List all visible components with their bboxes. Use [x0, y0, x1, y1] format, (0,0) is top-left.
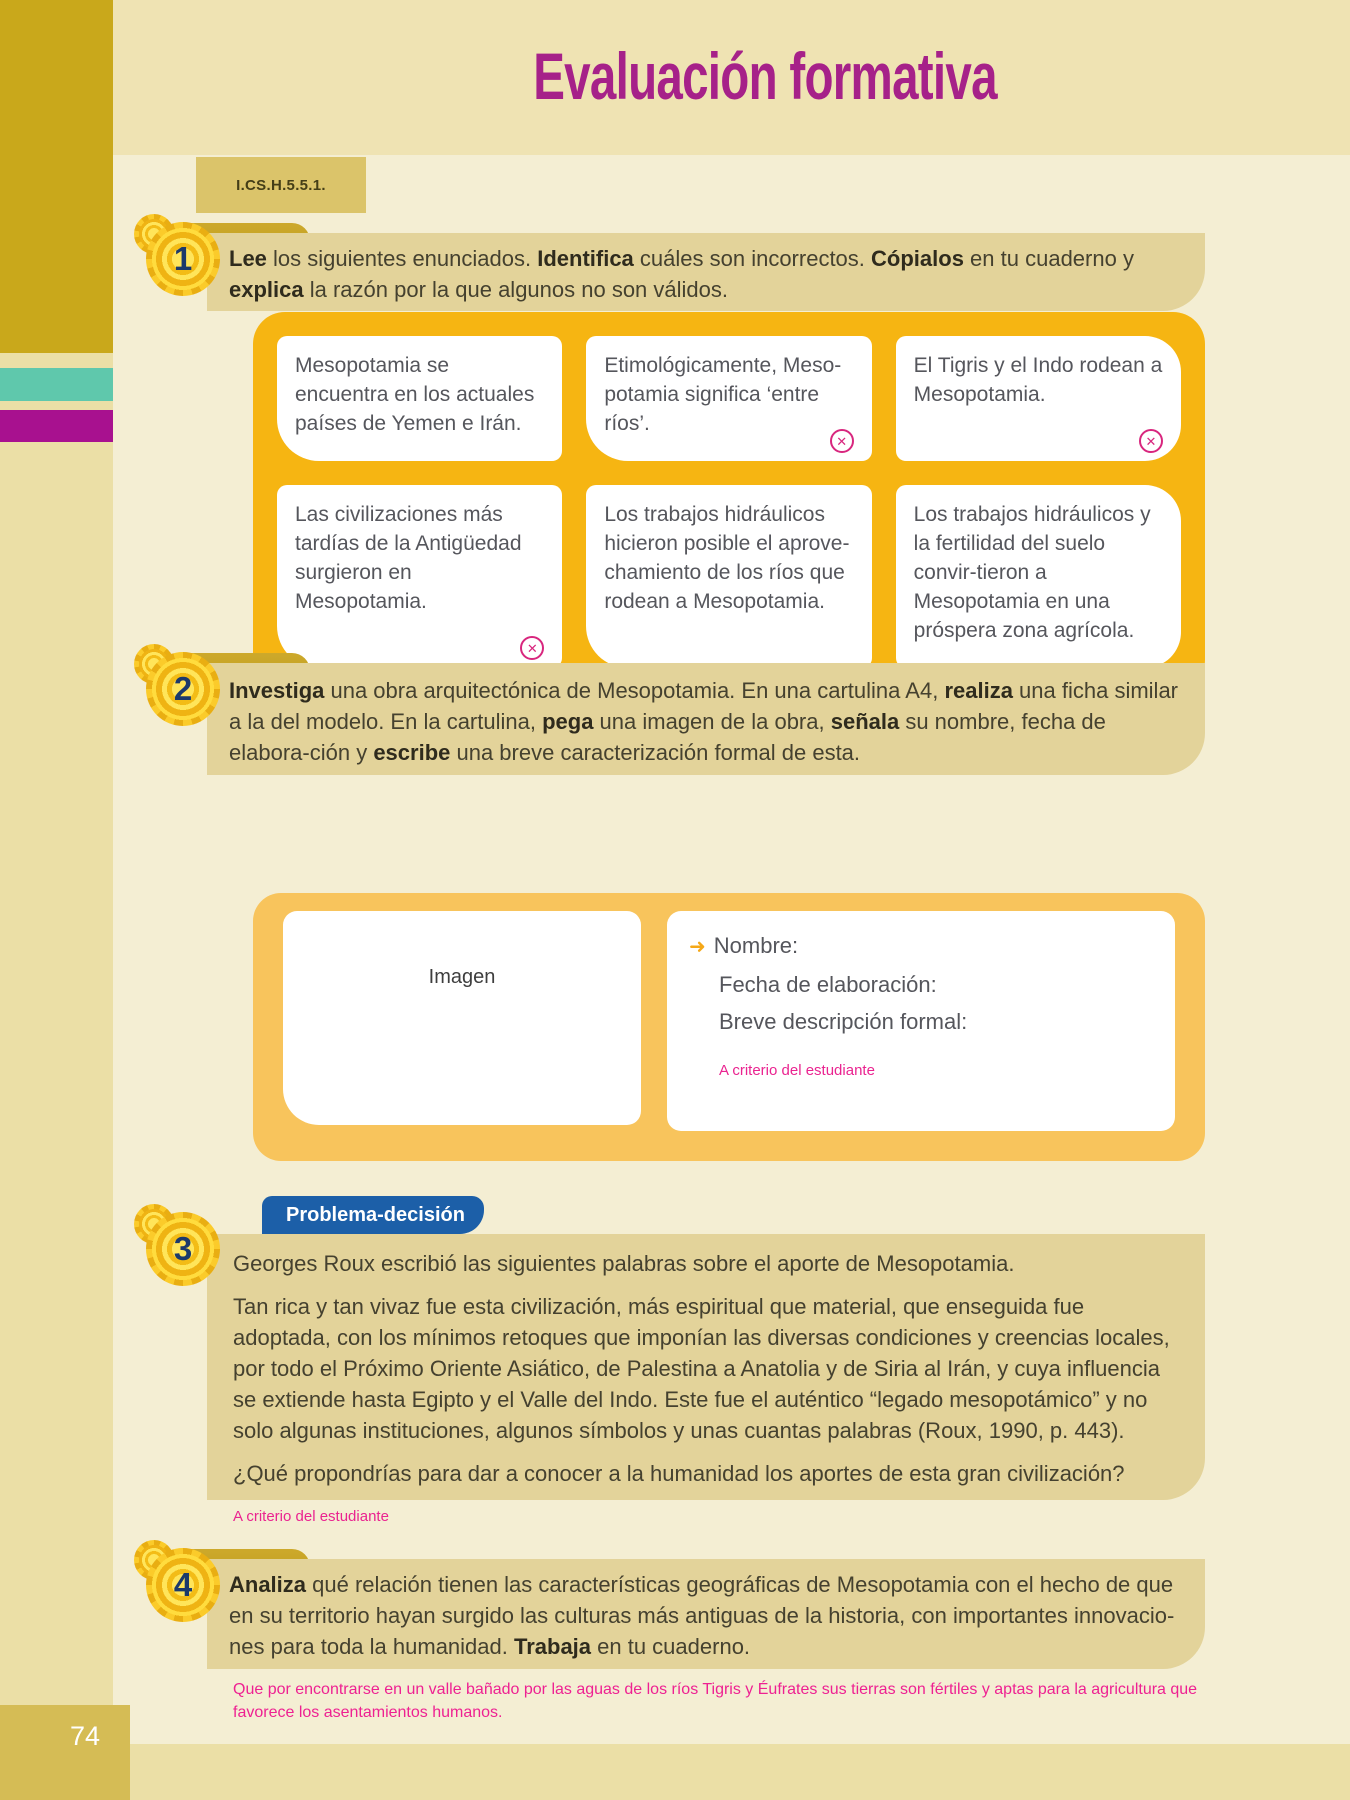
image-placeholder: [283, 911, 641, 1125]
page-number: 74: [0, 1705, 130, 1800]
instruction-verb: Trabaja: [513, 1634, 592, 1659]
student-answer-note: A criterio del estudiante: [233, 1508, 389, 1525]
activity-number: 3: [173, 1230, 193, 1267]
statement-cards-panel: [253, 312, 1205, 692]
field-row: [689, 927, 1153, 966]
field-label: Fecha de elaboración:: [719, 972, 937, 997]
activity-2-number-badge: [146, 652, 220, 726]
instruction-verb: Investiga: [229, 678, 325, 703]
instruction-text: los siguientes enunciados.: [266, 246, 538, 271]
instruction-text: la razón por la que algunos no son válidos.: [303, 277, 729, 302]
incorrect-x-icon: ✕: [830, 429, 854, 453]
model-sheet-panel: [253, 893, 1205, 1161]
student-answer-text: Que por encontrarse en un valle bañado por las aguas de los ríos Tigris y Éufrates sus tierras son fértiles y aptas para la agricultura que favorece los asentamientos humanos.: [233, 1681, 1198, 1721]
field-label: Nombre:: [713, 933, 799, 958]
instruction-text: una breve caracterización formal de esta.: [450, 740, 861, 765]
statement-card: [277, 336, 562, 461]
teal-strip: [0, 368, 113, 401]
instruction-verb: explica: [229, 277, 304, 302]
quote-text: Tan rica y tan vivaz fue esta civilización, más espiritual que material, que enseguida fue adoptada, con los mínimos retoques que imponían las diversas condiciones y creencias locales, por todo el Próximo Oriente Asiático, de Palestina a Anatolia y de Siria al Irán, y cuya influencia se extiende hasta Egipto y el Valle del Indo. Este fue el auténtico “legado mesopotámico” y no solo algunas instituciones, algunos símbolos y unas cuantas palabras (Roux, 1990, p. 443).: [233, 1294, 1170, 1443]
page-title: Evaluación formativa: [533, 39, 997, 113]
instruction-text: una ficha similar a la del modelo. En la cartulina,: [229, 678, 1179, 734]
instruction-text: en tu cuaderno.: [591, 1634, 751, 1659]
instruction-verb: pega: [542, 709, 594, 734]
instruction-verb: Analiza: [229, 1572, 307, 1597]
instruction-text: cuáles son incorrectos.: [633, 246, 872, 271]
instruction-text: en tu cuaderno y: [963, 246, 1134, 271]
instruction-verb: señala: [830, 709, 900, 734]
activity-1-instruction: [207, 233, 1205, 311]
magenta-strip: [0, 410, 113, 442]
activity-3-body: [207, 1234, 1205, 1500]
activity-number: 1: [173, 240, 193, 277]
arrow-right-icon: ➜: [689, 936, 706, 958]
instruction-verb: Lee: [229, 246, 267, 271]
instruction-text: una imagen de la obra,: [593, 709, 831, 734]
field-label: Breve descripción formal:: [719, 1009, 968, 1034]
instruction-text: su nombre, fecha de elabora-ción y: [229, 709, 1106, 765]
instruction-text: qué relación tienen las características geográficas de Mesopotamia con el hecho de que en su territorio hayan surgido las culturas más antiguas de la historia, con importantes innovacio-nes para toda la humanidad.: [229, 1572, 1175, 1659]
left-tan-column: [0, 353, 113, 1744]
statement-text: Mesopotamia se encuentra en los actuales países de Yemen e Irán.: [295, 354, 535, 435]
statement-card: [896, 336, 1181, 461]
image-placeholder-label: Imagen: [428, 966, 496, 988]
left-gold-rail: [0, 0, 113, 353]
statement-card: [277, 485, 562, 668]
activity-4-instruction: [207, 1559, 1205, 1669]
statement-text: Los trabajos hidráulicos hicieron posible el aprove-chamiento de los ríos que rodean a Mesopotamia.: [604, 503, 850, 613]
statement-card: [586, 336, 871, 461]
activity-3-number-badge: [146, 1212, 220, 1286]
quote-intro: Georges Roux escribió las siguientes palabras sobre el aporte de Mesopotamia.: [233, 1251, 1015, 1276]
instruction-verb: Cópialos: [871, 246, 964, 271]
bottom-band: [0, 1744, 1350, 1800]
instruction-verb: Identifica: [537, 246, 634, 271]
student-answer-note: A criterio del estudiante: [719, 1062, 875, 1079]
question-text: ¿Qué propondrías para dar a conocer a la humanidad los aportes de esta gran civilización?: [233, 1461, 1125, 1486]
statement-card: [896, 485, 1181, 668]
instruction-verb: realiza: [944, 678, 1013, 703]
activity-number: 4: [173, 1566, 193, 1603]
activity-4-number-badge: [146, 1548, 220, 1622]
model-fields-card: [667, 911, 1175, 1131]
instruction-verb: escribe: [373, 740, 451, 765]
activity-number: 2: [173, 670, 193, 707]
statement-text: Las civilizaciones más tardías de la Antigüedad surgieron en Mesopotamia.: [295, 503, 522, 613]
activity-1-number-badge: [146, 222, 220, 296]
statement-text: Los trabajos hidráulicos y la fertilidad del suelo convir-tieron a Mesopotamia en una próspera zona agrícola.: [913, 503, 1151, 642]
statement-card: [586, 485, 871, 668]
incorrect-x-icon: ✕: [1139, 429, 1163, 453]
instruction-text: una obra arquitectónica de Mesopotamia. En una cartulina A4,: [324, 678, 945, 703]
problema-decision-tab: Problema-decisión: [262, 1196, 484, 1234]
statement-text: El Tigris y el Indo rodean a Mesopotamia.: [913, 354, 1163, 406]
standard-code-badge: I.CS.H.5.5.1.: [196, 157, 366, 213]
incorrect-x-icon: ✕: [520, 636, 544, 660]
activity-2-instruction: [207, 663, 1205, 775]
statement-text: Etimológicamente, Meso-potamia significa ‘entre ríos’.: [604, 354, 842, 435]
